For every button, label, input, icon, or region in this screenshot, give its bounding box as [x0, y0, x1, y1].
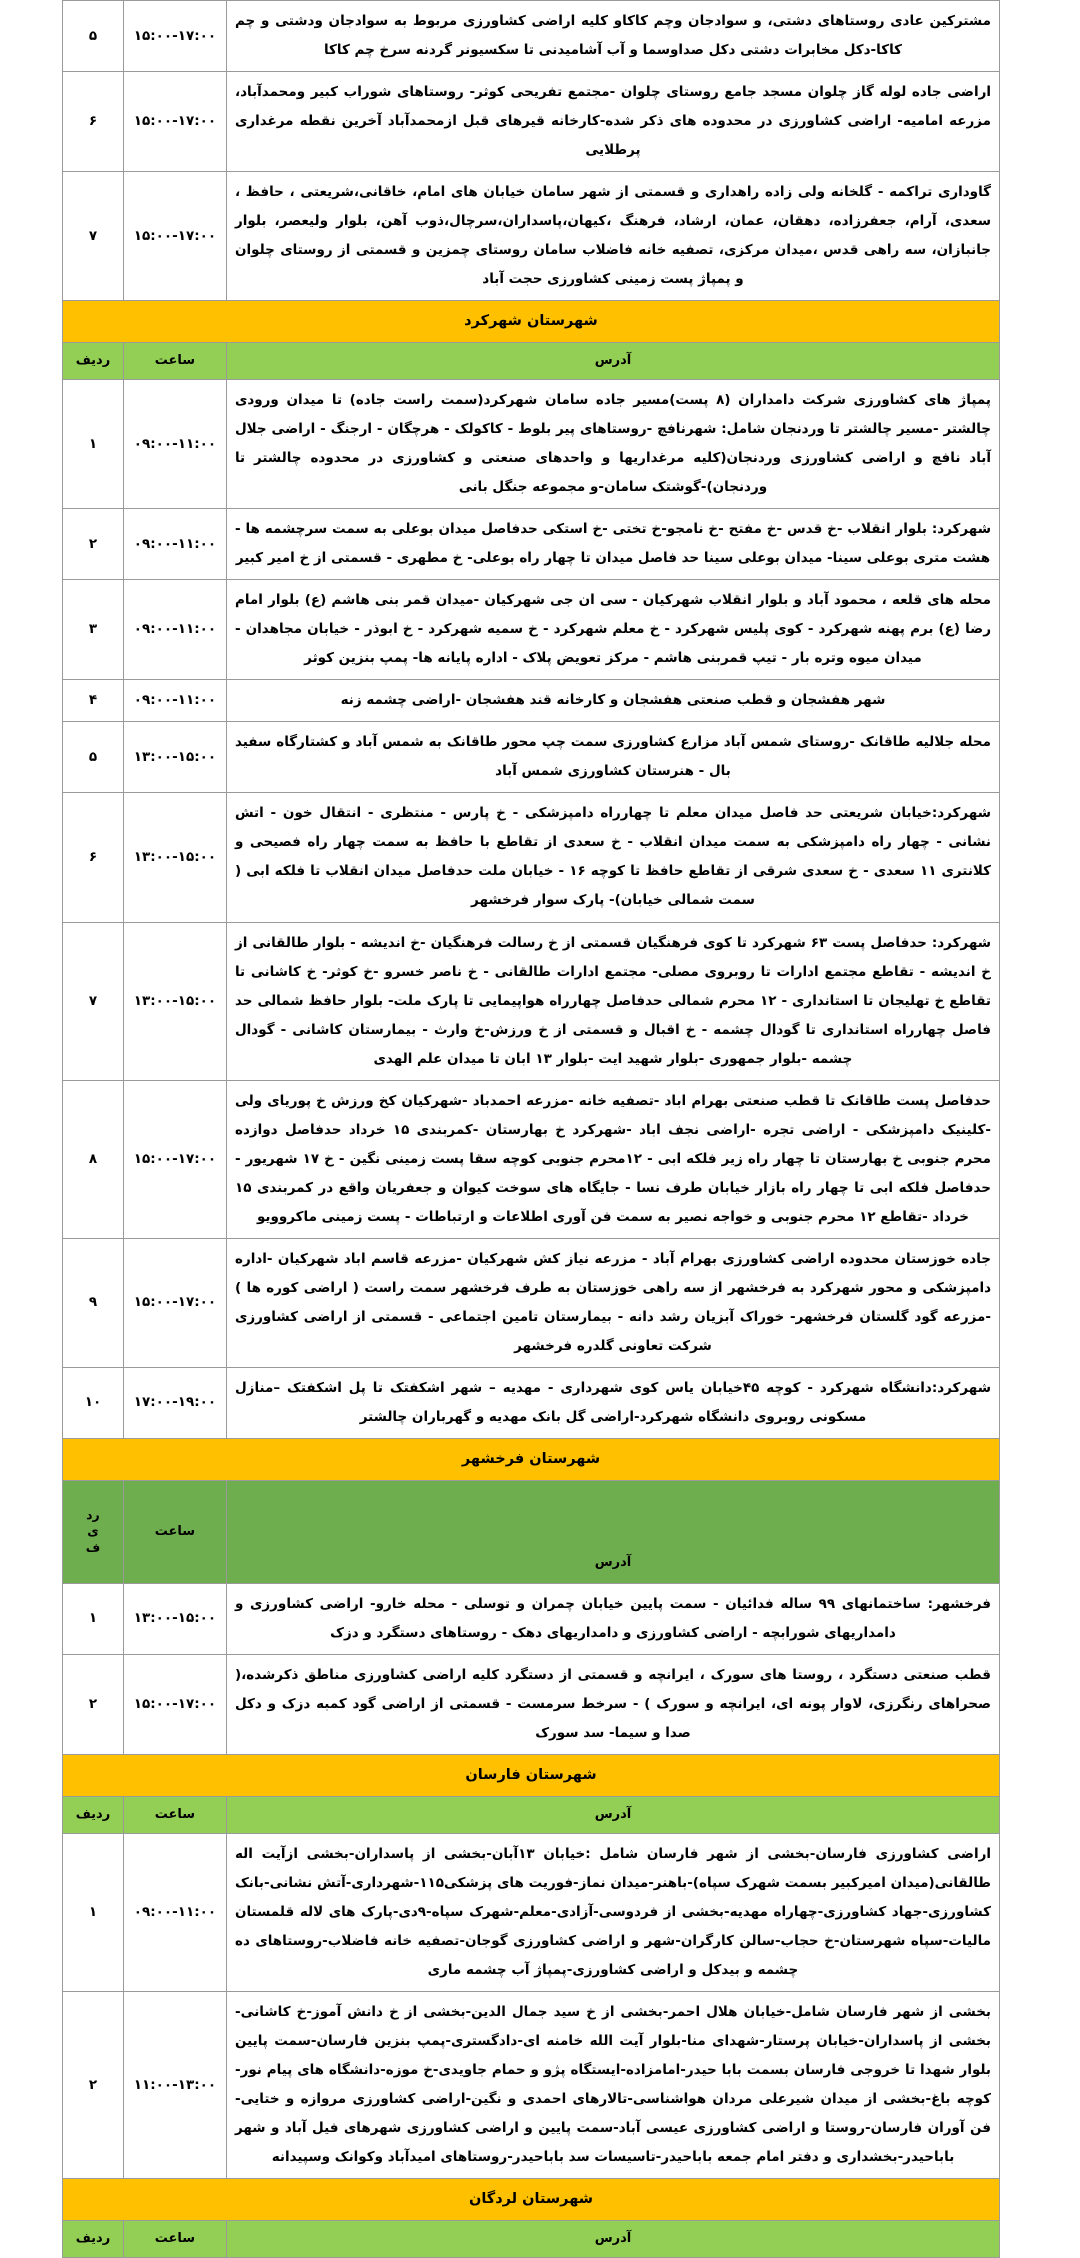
table-row: [63, 1992, 1000, 2179]
table-row: [63, 1238, 1000, 1367]
column-header-row: [63, 1797, 1000, 1834]
row-number: ۵: [63, 722, 124, 793]
row-address: شهرکرد:خیابان شریعتی حد فاصل میدان معلم تا چهارراه دامپزشکی - خ پارس - منتظری - انتقال خون - اتش نشانی - چهار راه دامپزشکی به سمت میدان انقلاب - خ سعدی از تقاطع با حافظ به سمت چهار راه فصیحی و کلانتری ۱۱ سعدی - خ سعدی شرقی از تقاطع حافظ تا کوچه ۱۶ - خیابان ملت حدفاصل میدان انقلاب تا فلکه ابی ( سمت شمالی خیابان)- پارک سوار فرخشهر: [226, 793, 999, 922]
row-time: ۱۵:۰۰-۱۷:۰۰: [123, 1238, 226, 1367]
column-header-address: آدرس: [226, 2221, 999, 2258]
row-address: اراضی کشاورزی فارسان-بخشی از شهر فارسان شامل :خیابان ۱۳آبان-بخشی از پاسداران-بخشی ازآیت اله طالقانی(میدان امیرکبیر بسمت شهرک سپاه)-باهنر-میدان نماز-فوریت های پزشکی۱۱۵-شهرداری-آتش نشانی-بانک کشاورزی-جهاد کشاورزی-چهاراه مهدیه-بخشی از فردوسی-آزادی-معلم-شهرک سپاه-۹دی-پارک های لاله قلمستان مالیات-سپاه شهرستان-خ حجاب-سالن کارگران-شهر و اراضی کشاورزی گوجان-تصفیه خانه فاضلاب-روستاهای ده چشمه و بیدکل و اراضی کشاورزی-پمپاژ آب چشمه ماری: [226, 1834, 999, 1992]
row-address: پمپاژ های کشاورزی شرکت دامداران (۸ پست)مسیر جاده سامان شهرکرد(سمت راست جاده) تا میدان ورودی چالشتر -مسیر چالشتر تا وردنجان شامل: شهرنافچ -روستاهای پیر بلوط - کاکولک - هرچگان - ارجنگ - اراضی جلال آباد نافچ و اراضی کشاورزی وردنجان(کلیه مرغداریها و واحدهای صنعتی و کشاورزی در محدوده چالشتر تا وردنجان)-گوشتک سامان-و مجموعه جنگل بانی: [226, 380, 999, 509]
column-header-row: [63, 1480, 1000, 1583]
city-header-row: [63, 1755, 1000, 1797]
row-number: ۷: [63, 922, 124, 1080]
row-address: حدفاصل پست طاقانک تا قطب صنعتی بهرام اباد -تصفیه خانه -مزرعه احمدباد -شهرکیان کخ ورزش خ پوریای ولی -کلینیک دامپزشکی - اراضی تجره -اراضی نجف اباد -شهرکرد خ بهارستان -کمربندی ۱۵ خرداد حدفاصل دوازده محرم جنوبی خ بهارستان تا چهار راه زیر فلکه ابی - ۱۲محرم جنوبی کوچه سقا پست زمینی نگین - خ ۱۷ شهریور - حدفاصل فلکه ابی تا چهار راه بازار خیابان طرف نسا - جایگاه های سوخت کیوان و جعفریان واقع در کمربندی ۱۵ خرداد -تقاطع ۱۲ محرم جنوبی و خواجه نصیر به سمت فن آوری اطلاعات و ارتباطات - پست زمینی ماکروویو: [226, 1080, 999, 1238]
row-time: ۱۳:۰۰-۱۵:۰۰: [123, 922, 226, 1080]
row-time: ۱۵:۰۰-۱۷:۰۰: [123, 72, 226, 172]
column-header-row: [63, 2221, 1000, 2258]
row-address: محله های قلعه ، محمود آباد و بلوار انقلاب شهرکیان - سی ان جی شهرکیان -میدان قمر بنی هاشم (ع) بلوار امام رضا (ع) برم پهنه شهرکرد - کوی پلیس شهرکرد - خ معلم شهرکرد - خ سمیه شهرکرد - خ ابوذر - خیابان مجاهدان - میدان میوه وتره بار - تیپ قمربنی هاشم - مرکز تعویض پلاک - اداره پایانه ها- پمپ بنزین کوثر: [226, 580, 999, 680]
row-number: ۶: [63, 72, 124, 172]
column-header-row-number: ردیف: [63, 1797, 124, 1834]
city-header-label: شهرستان لردگان: [63, 2179, 1000, 2221]
row-time: ۰۹:۰۰-۱۱:۰۰: [123, 580, 226, 680]
row-time: ۱۳:۰۰-۱۵:۰۰: [123, 1583, 226, 1654]
row-time: ۰۹:۰۰-۱۱:۰۰: [123, 680, 226, 722]
city-header-label: شهرستان شهرکرد: [63, 301, 1000, 343]
row-address: شهرکرد:دانشگاه شهرکرد - کوچه ۴۵خیابان یاس کوی شهرداری - مهدیه – شهر اشکفتک تا پل اشکفتک –منازل مسکونی روبروی دانشگاه شهرکرد-اراضی گل بانک مهدیه و گهرباران چالشتر: [226, 1367, 999, 1438]
table-row: [63, 722, 1000, 793]
table-row: [63, 680, 1000, 722]
row-number: ۱: [63, 1834, 124, 1992]
row-address: شهرکرد: حدفاصل پست ۶۳ شهرکرد تا کوی فرهنگیان قسمتی از خ رسالت فرهنگیان -خ اندیشه - بلوار طالقانی از خ اندیشه - تقاطع مجتمع ادارات تا روبروی مصلی- مجتمع ادارات طالقانی - خ ناصر خسرو -خ کوثر- خ کاشانی تا تقاطع خ تهلیجان تا استانداری - ۱۲ محرم شمالی حدفاصل چهارراه هواپیمایی تا پارک ملت- بلوار حافظ شمالی حد فاصل چهارراه استانداری تا گودال چشمه - خ اقبال و قسمتی از خ ورزش-خ وارث - بیمارستان کاشانی - گودال چشمه -بلوار جمهوری -بلوار شهید ایت -بلوار ۱۳ ابان تا میدان علم الهدی: [226, 922, 999, 1080]
row-number: ۵: [63, 1, 124, 72]
table-row: [63, 72, 1000, 172]
row-number: ۸: [63, 1080, 124, 1238]
city-header-label: شهرستان فرخشهر: [63, 1438, 1000, 1480]
city-header-row: [63, 301, 1000, 343]
table-row: [63, 793, 1000, 922]
row-address: محله جلالیه طاقانک -روستای شمس آباد مزارع کشاورزی سمت چپ محور طاقانک به شمس آباد و کشتارگاه سفید بال - هنرستان کشاورزی شمس آباد: [226, 722, 999, 793]
table-row: [63, 580, 1000, 680]
table-row: [63, 1583, 1000, 1654]
city-header-label: شهرستان فارسان: [63, 1755, 1000, 1797]
row-time: ۱۵:۰۰-۱۷:۰۰: [123, 172, 226, 301]
table-row: [63, 509, 1000, 580]
row-address: فرخشهر: ساختمانهای ۹۹ ساله فدائیان - سمت پایین خیابان چمران و توسلی - محله خارو- اراضی کشاورزی و دامداریهای شورابچه - اراضی کشاورزی و دامداریهای دهک - روستاهای دستگرد و دزک: [226, 1583, 999, 1654]
city-header-row: [63, 2179, 1000, 2221]
table-row: [63, 1834, 1000, 1992]
column-header-time: ساعت: [123, 1480, 226, 1583]
column-header-row-number: ردیف: [63, 2221, 124, 2258]
row-number: ۶: [63, 793, 124, 922]
row-number: ۴: [63, 680, 124, 722]
row-number: ۱: [63, 1583, 124, 1654]
row-number: ۱۰: [63, 1367, 124, 1438]
row-time: ۱۵:۰۰-۱۷:۰۰: [123, 1, 226, 72]
row-address: قطب صنعتی دستگرد ، روستا های سورک ، ایرانچه و قسمتی از دستگرد کلیه اراضی کشاورزی مناطق ذکرشده،( صحراهای رنگرزی، لاوار پونه ای، ایرانچه و سورک ) - سرخط سرمست - قسمتی از اراضی گود کمبه دزک و دکل صدا و سیما- سد سورک: [226, 1654, 999, 1754]
column-header-time: ساعت: [123, 2221, 226, 2258]
row-address: گاوداری تراکمه - گلخانه ولی زاده راهداری و قسمتی از شهر سامان خیابان های امام، خاقانی،شریعتی ، حافظ ، سعدی، آرام، جعفرزاده، دهقان، عمان، ارشاد، فرهنگ ،کیهان،پاسداران،سرچال،ذوب آهن، بلوار ولیعصر، بلوار جانبازان، سه راهی قدس ،میدان مرکزی، تصفیه خانه فاضلاب سامان روستای چمزین و قسمتی از روستای چلوان و پمپاژ پست زمینی کشاورزی حجت آباد: [226, 172, 999, 301]
row-number: ۹: [63, 1238, 124, 1367]
row-number: ۲: [63, 1992, 124, 2179]
row-address: مشترکین عادی روستاهای دشتی، و سوادجان وچم کاکاو کلیه اراضی کشاورزی مربوط به سوادجان ودشتی و چم کاکا-دکل مخابرات دشتی دکل صداوسما و آب آشامیدنی تا سکسیونر گردنه سرخ چم کاکا: [226, 1, 999, 72]
row-address: شهر هفشجان و قطب صنعتی هفشجان و کارخانه قند هفشجان -اراضی چشمه زنه: [226, 680, 999, 722]
row-time: ۱۳:۰۰-۱۵:۰۰: [123, 722, 226, 793]
row-time: ۰۹:۰۰-۱۱:۰۰: [123, 509, 226, 580]
row-time: ۱۵:۰۰-۱۷:۰۰: [123, 1654, 226, 1754]
row-address: اراضی جاده لوله گاز چلوان مسجد جامع روستای چلوان -مجتمع تفریحی کوثر- روستاهای شوراب کبیر ومحمدآباد، مزرعه امامیه- اراضی کشاورزی در محدوده های ذکر شده-کارخانه قیرهای قبل ازمحمدآباد آخرین نقطه مرغداری پرطلایی: [226, 72, 999, 172]
city-header-row: [63, 1438, 1000, 1480]
column-header-time: ساعت: [123, 343, 226, 380]
table-row: [63, 1, 1000, 72]
row-time: ۱۳:۰۰-۱۵:۰۰: [123, 793, 226, 922]
column-header-time: ساعت: [123, 1797, 226, 1834]
row-address: بخشی از شهر فارسان شامل-خیابان هلال احمر-بخشی از خ سید جمال الدین-بخشی از خ دانش آموز-خ کاشانی-بخشی از پاسداران-خیابان پرستار-شهدای منا-بلوار آیت الله خامنه ای-دادگستری-پمپ بنزین فارسان-سمت پایین بلوار شهدا تا خروجی فارسان بسمت بابا حیدر-امامزاده-ایستگاه پژو و حمام جاویدی-خ موزه-دانشگاه های پیام نور-کوچه باغ-بخشی از میدان شیرعلی مردان هواشناسی-تالارهای احمدی و نگین-اراضی کشاورزی مروازه و ختایی-فن آوران فارسان-روستا و اراضی کشاورزی عیسی آباد-سمت پایین و اراضی کشاورزی شهرهای فیل آباد و شهر باباحیدر-بخشداری و دفتر امام جمعه باباحیدر-تاسیسات سد باباحیدر-روستاهای امیدآباد وکوانک وسپیدانه: [226, 1992, 999, 2179]
row-number: ۲: [63, 1654, 124, 1754]
row-time: ۱۵:۰۰-۱۷:۰۰: [123, 1080, 226, 1238]
column-header-address: آدرس: [226, 1797, 999, 1834]
row-time: ۰۹:۰۰-۱۱:۰۰: [123, 1834, 226, 1992]
column-header-row-number: ردیف: [63, 343, 124, 380]
table-row: [63, 1080, 1000, 1238]
outage-table-body: [63, 1, 1000, 2258]
table-row: [63, 922, 1000, 1080]
table-row: [63, 380, 1000, 509]
row-number: ۳: [63, 580, 124, 680]
table-row: [63, 172, 1000, 301]
column-header-address: آدرس: [226, 343, 999, 380]
row-number: ۲: [63, 509, 124, 580]
column-header-address: آدرس: [226, 1480, 999, 1583]
table-row: [63, 1367, 1000, 1438]
row-number: ۷: [63, 172, 124, 301]
outage-table: [62, 0, 1000, 2258]
row-number: ۱: [63, 380, 124, 509]
row-time: ۱۱:۰۰-۱۳:۰۰: [123, 1992, 226, 2179]
row-time: ۰۹:۰۰-۱۱:۰۰: [123, 380, 226, 509]
column-header-row: [63, 343, 1000, 380]
row-time: ۱۷:۰۰-۱۹:۰۰: [123, 1367, 226, 1438]
column-header-row-number: رد ی ف: [63, 1480, 124, 1583]
row-address: شهرکرد: بلوار انقلاب -خ قدس -خ مفتح -خ نامجو-خ تختی -خ استکی حدفاصل میدان بوعلی به سمت سرچشمه ها - هشت متری بوعلی سینا- میدان بوعلی سینا حد فاصل میدان تا چهار راه بوعلی- خ مطهری - قسمتی از خ امیر کبیر: [226, 509, 999, 580]
row-address: جاده خوزستان محدوده اراضی کشاورزی بهرام آباد - مزرعه نیاز کش شهرکیان -مزرعه قاسم اباد شهرکیان -اداره دامپزشکی و محور شهرکرد به فرخشهر از سه راهی خوزستان به طرف فرخشهر سمت راست ( اراضی کوره ها ) -مزرعه گود گلستان فرخشهر- خوراک آبزیان رشد دانه - بیمارستان تامین اجتماعی - قسمتی از اراضی کشاورزی شرکت تعاونی گلدره فرخشهر: [226, 1238, 999, 1367]
table-row: [63, 1654, 1000, 1754]
